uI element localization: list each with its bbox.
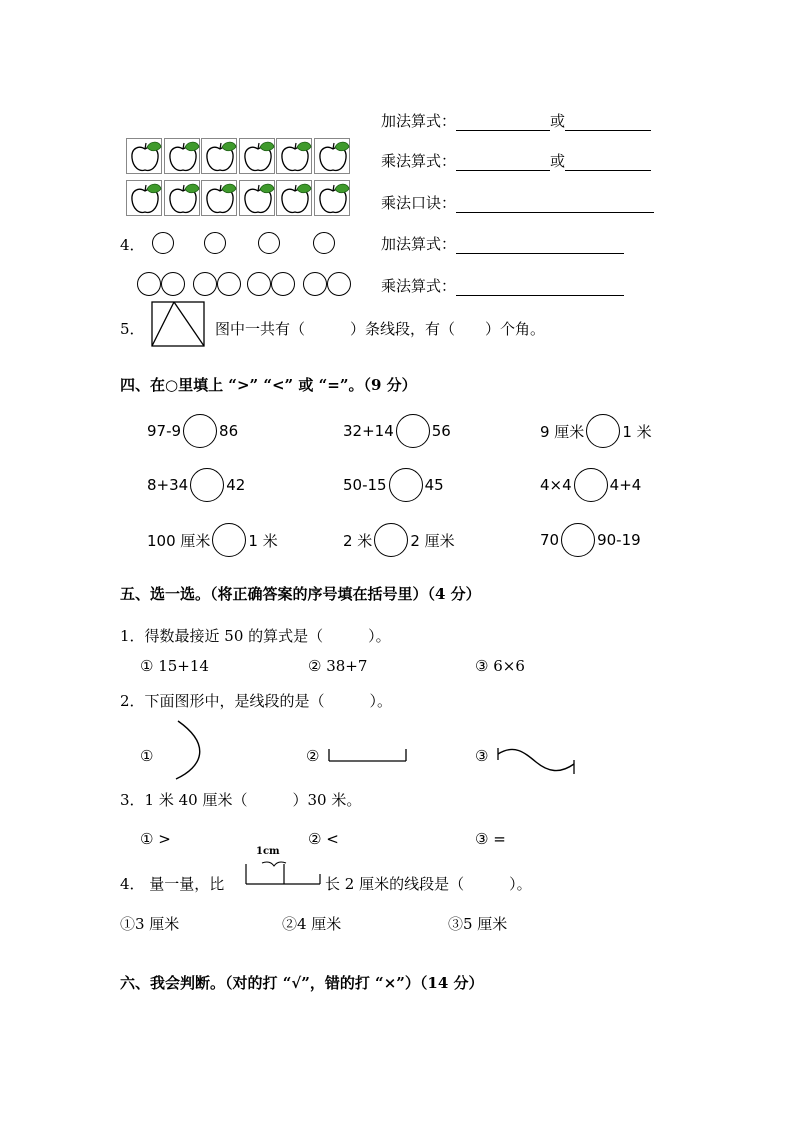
s5-q1-option-2[interactable]: ② 38+7	[308, 657, 368, 675]
s5-q4-option-1[interactable]: ①3 厘米	[120, 915, 180, 933]
left-expression: 8+34	[147, 476, 189, 494]
comparison-item	[540, 468, 641, 502]
s5-q2-option-2[interactable]: ②	[306, 747, 320, 765]
q3-multiplication-line	[381, 150, 651, 171]
multiplication-label: 乘法算式：	[381, 277, 457, 295]
line-segment-figure	[326, 746, 410, 764]
circle-shape	[152, 232, 174, 254]
answer-circle[interactable]	[190, 468, 224, 502]
answer-circle[interactable]	[561, 523, 595, 557]
apple-icon	[201, 138, 237, 174]
answer-blank[interactable]	[565, 114, 651, 131]
s5-q4-question-end: 长 2 厘米的线段是（ ）。	[325, 875, 532, 893]
comparison-item	[343, 523, 455, 557]
q5-question: 图中一共有（ ）条线段，有（ ）个角。	[215, 320, 546, 338]
left-expression: 50-15	[343, 476, 387, 494]
addition-label: 加法算式：	[381, 235, 457, 253]
q4-addition-line	[381, 233, 624, 254]
left-expression: 32+14	[343, 422, 394, 440]
s5-q1-option-1[interactable]: ① 15+14	[140, 657, 209, 675]
s5-q3-option-1[interactable]: ① >	[140, 830, 171, 848]
answer-blank[interactable]	[456, 154, 550, 171]
s5-q2-option-1[interactable]: ①	[140, 747, 154, 765]
circle-shape	[217, 272, 241, 296]
ruler-label: 1cm	[256, 846, 280, 857]
comparison-item	[147, 414, 238, 448]
answer-circle[interactable]	[396, 414, 430, 448]
answer-circle[interactable]	[389, 468, 423, 502]
triangle-figure	[150, 300, 206, 348]
left-expression: 4×4	[540, 476, 572, 494]
addition-label: 加法算式：	[381, 112, 457, 130]
section-6-title: 六、我会判断。（对的打 “√”，错的打 “×”）（14 分）	[120, 974, 484, 992]
rhyme-label: 乘法口诀：	[381, 194, 457, 212]
apple-icon	[276, 138, 312, 174]
s5-q4-question-start: 4． 量一量，比	[120, 875, 225, 893]
ruler-segment-figure	[244, 856, 324, 888]
answer-circle[interactable]	[586, 414, 620, 448]
s5-q4-option-2[interactable]: ②4 厘米	[282, 915, 342, 933]
comparison-item	[343, 468, 444, 502]
q4-multiplication-line	[381, 275, 624, 296]
wave-figure	[494, 742, 578, 778]
left-expression: 9 厘米	[540, 422, 585, 441]
apple-icon	[201, 180, 237, 216]
comparison-item	[147, 523, 278, 557]
apple-icon	[164, 138, 200, 174]
right-expression: 42	[226, 476, 246, 494]
right-expression: 86	[219, 422, 239, 440]
q3-rhyme-line	[381, 192, 654, 213]
right-expression: 90-19	[597, 531, 641, 549]
apple-icon	[239, 138, 275, 174]
q4-number: 4．	[120, 236, 145, 254]
q5-number: 5．	[120, 320, 145, 338]
circle-shape	[303, 272, 327, 296]
circle-shape	[193, 272, 217, 296]
circle-shape	[258, 232, 280, 254]
section-4-title: 四、在○里填上 “>” “<” 或 “=”。（9 分）	[120, 376, 417, 394]
apple-icon	[314, 180, 350, 216]
circle-shape	[313, 232, 335, 254]
s5-q3-option-2[interactable]: ② <	[308, 830, 339, 848]
section-5-title: 五、选一选。（将正确答案的序号填在括号里）（4 分）	[120, 585, 481, 603]
answer-blank[interactable]	[456, 279, 624, 296]
answer-circle[interactable]	[374, 523, 408, 557]
or-text: 或	[550, 152, 566, 170]
answer-blank[interactable]	[456, 237, 624, 254]
answer-circle[interactable]	[574, 468, 608, 502]
comparison-item	[540, 414, 652, 448]
s5-q1-option-3[interactable]: ③ 6×6	[475, 657, 525, 675]
apple-icon	[126, 180, 162, 216]
apple-icon	[276, 180, 312, 216]
answer-circle[interactable]	[183, 414, 217, 448]
right-expression: 1 米	[622, 422, 652, 441]
answer-blank[interactable]	[456, 114, 550, 131]
left-expression: 100 厘米	[147, 531, 211, 550]
s5-q4-option-3[interactable]: ③5 厘米	[448, 915, 508, 933]
right-expression: 45	[424, 476, 444, 494]
right-expression: 56	[431, 422, 451, 440]
circle-shape	[327, 272, 351, 296]
s5-q3-question: 3．1 米 40 厘米（ ）30 米。	[120, 791, 362, 809]
multiplication-label: 乘法算式：	[381, 152, 457, 170]
circle-shape	[271, 272, 295, 296]
left-expression: 97-9	[147, 422, 182, 440]
right-expression: 1 米	[248, 531, 278, 550]
or-text: 或	[550, 112, 566, 130]
left-expression: 70	[540, 531, 560, 549]
s5-q2-option-3[interactable]: ③	[475, 747, 489, 765]
s5-q2-question: 2．下面图形中，是线段的是（ ）。	[120, 692, 393, 710]
circle-shape	[247, 272, 271, 296]
circle-shape	[204, 232, 226, 254]
apple-icon	[314, 138, 350, 174]
apple-icon	[164, 180, 200, 216]
s5-q3-option-3[interactable]: ③ =	[475, 830, 506, 848]
answer-circle[interactable]	[212, 523, 246, 557]
curve-figure	[172, 717, 208, 783]
s5-q1-question: 1．得数最接近 50 的算式是（ ）。	[120, 627, 391, 645]
apple-icon	[126, 138, 162, 174]
circle-shape	[161, 272, 185, 296]
q3-addition-line	[381, 110, 651, 131]
comparison-item	[343, 414, 451, 448]
right-expression: 2 厘米	[410, 531, 455, 550]
circle-shape	[137, 272, 161, 296]
answer-blank[interactable]	[565, 154, 651, 171]
answer-blank[interactable]	[456, 196, 654, 213]
comparison-item	[540, 523, 641, 557]
comparison-item	[147, 468, 245, 502]
left-expression: 2 米	[343, 531, 373, 550]
apple-icon	[239, 180, 275, 216]
right-expression: 4+4	[609, 476, 642, 494]
